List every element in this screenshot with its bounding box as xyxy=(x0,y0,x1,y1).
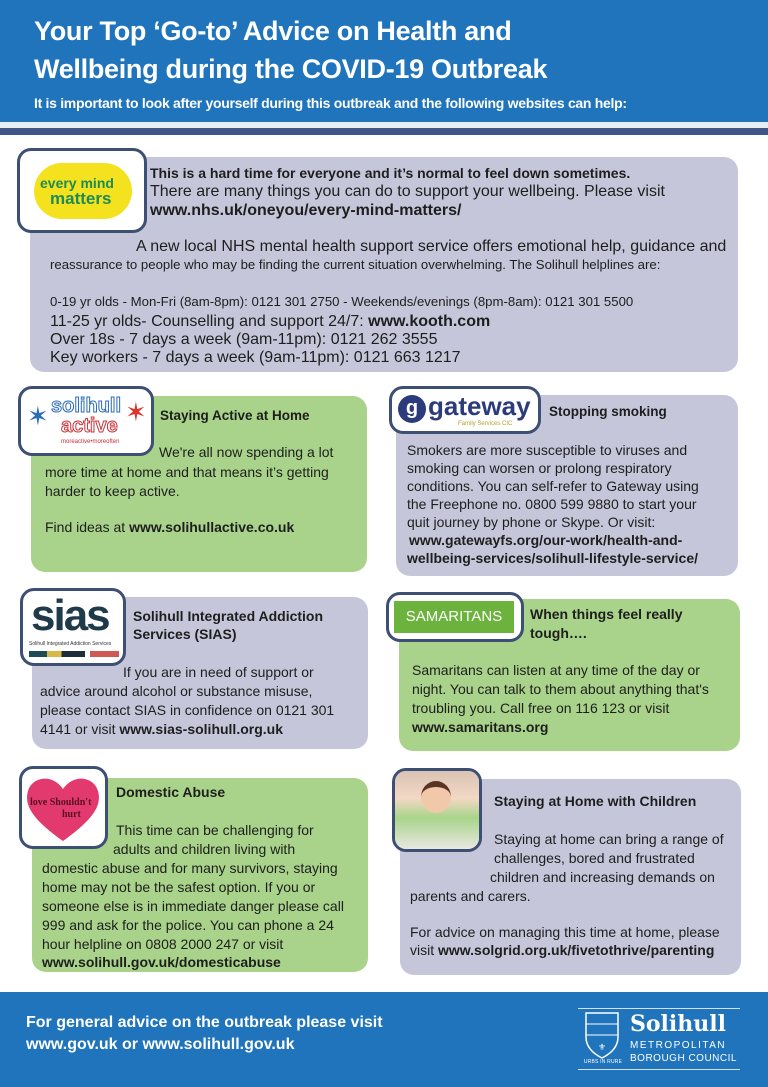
figure-icon: ✶ xyxy=(125,397,147,427)
sias-title: Services (SIAS) xyxy=(133,626,237,642)
page-subtitle: It is important to look after yourself during this outbreak and the following websites can help: xyxy=(34,95,627,111)
solihull-council-logo xyxy=(578,1008,740,1070)
samaritans-logo xyxy=(386,592,524,642)
samaritans-link[interactable]: www.samaritans.org xyxy=(412,719,549,735)
council-line: BOROUGH COUNCIL xyxy=(630,1053,737,1064)
page-footer xyxy=(0,992,768,1087)
color-stripe xyxy=(29,651,119,657)
sias-body xyxy=(40,721,283,737)
find-text: Find ideas at xyxy=(45,519,130,535)
active-body: more time at home and that means it’s getting xyxy=(45,464,329,480)
samaritans-body: night. You can talk to them about anything that's xyxy=(412,681,709,697)
sias-logo xyxy=(20,588,126,666)
children-advice: For advice on managing this time at home, please xyxy=(410,924,720,940)
children-body: challenges, bored and frustrated xyxy=(494,850,695,866)
child-face-icon xyxy=(421,781,451,813)
gateway-body: conditions. You can self-refer to Gateway using xyxy=(407,478,699,494)
logo-text: matters xyxy=(50,189,112,208)
logo-subtext: Family Services CIC xyxy=(458,421,513,427)
council-crest-icon xyxy=(580,1010,624,1062)
logo-text: love Shouldn't xyxy=(30,797,92,808)
footer-links[interactable]: www.gov.uk or www.solihull.gov.uk xyxy=(26,1036,295,1053)
logo-tagline: moreactive•moreoften xyxy=(61,439,120,445)
solihull-active-link[interactable]: www.solihullactive.co.uk xyxy=(129,519,295,535)
active-title: Staying Active at Home xyxy=(160,408,310,423)
sias-title: Solihull Integrated Addiction xyxy=(133,608,324,624)
logo-text: SAMARITANS xyxy=(394,601,514,633)
every-mind-matters-logo xyxy=(17,148,147,233)
active-find xyxy=(45,519,294,535)
mind-url-link[interactable]: www.nhs.uk/oneyou/every-mind-matters/ xyxy=(150,202,462,219)
sias-body: If you are in need of support or xyxy=(123,664,314,680)
advice-text: visit xyxy=(410,942,438,958)
gateway-body: quit journey by phone or Skype. Or visit: xyxy=(407,514,656,530)
domestic-body: adults and children living with xyxy=(113,841,296,857)
mind-paragraph: A new local NHS mental health support service offers emotional help, guidance and xyxy=(136,238,727,255)
domestic-body: This time can be challenging for xyxy=(116,822,314,838)
gateway-title: Stopping smoking xyxy=(549,404,667,419)
sias-text: 4141 or visit xyxy=(40,721,120,737)
mind-paragraph: reassurance to people who may be finding the current situation overwhelming. The Solihull helplines are: xyxy=(50,257,661,272)
crest-motto: URBS IN RURE xyxy=(583,1059,623,1065)
gateway-body: Smokers are more susceptible to viruses and xyxy=(407,442,688,458)
solihull-active-logo xyxy=(18,386,154,456)
samaritans-body: troubling you. Call free on 116 123 or visit xyxy=(412,700,670,716)
gateway-g-icon: g xyxy=(398,395,426,423)
helpline-over-18: Over 18s - 7 days a week (9am-11pm): 0121 262 3555 xyxy=(50,331,438,348)
domestic-abuse-link[interactable]: www.solihull.gov.uk/domesticabuse xyxy=(42,954,281,970)
children-title: Staying at Home with Children xyxy=(494,793,697,809)
logo-text: every mind xyxy=(40,175,114,191)
logo-text: sias xyxy=(31,591,109,640)
council-name: Solihull xyxy=(630,1011,726,1037)
footer-text: For general advice on the outbreak please visit xyxy=(26,1014,383,1031)
sias-body: please contact SIAS in confidence on 0121 301 xyxy=(40,702,335,718)
mind-headline: This is a hard time for everyone and it’s normal to feel down sometimes. xyxy=(150,165,631,181)
helpline-0-19: 0-19 yr olds - Mon-Fri (8am-8pm): 0121 301 2750 - Weekends/evenings (8pm-8am): 0121 301 5500 xyxy=(50,294,634,309)
sias-body: advice around alcohol or substance misuse, xyxy=(40,683,313,699)
logo-subtext: Solihull Integrated Addiction Services xyxy=(29,641,112,647)
gateway-body: the Freephone no. 0800 599 9880 to start your xyxy=(407,496,697,512)
divider-dark xyxy=(0,128,768,135)
helpline-text: 11-25 yr olds- Counselling and support 24/7: xyxy=(50,313,369,330)
active-body: harder to keep active. xyxy=(45,483,180,499)
active-body: We're all now spending a lot xyxy=(159,444,334,460)
kooth-link[interactable]: www.kooth.com xyxy=(368,313,491,330)
council-line: METROPOLITAN xyxy=(630,1040,727,1051)
children-body: children and increasing demands on xyxy=(490,869,715,885)
children-advice xyxy=(410,942,714,958)
logo-text: hurt xyxy=(62,809,81,820)
sias-link[interactable]: www.sias-solihull.org.uk xyxy=(119,721,283,737)
page-title-line-1: Your Top ‘Go-to’ Advice on Health and xyxy=(34,16,512,46)
domestic-body: domestic abuse and for many survivors, staying xyxy=(42,860,338,876)
logo-text: solihull xyxy=(51,395,121,417)
domestic-title: Domestic Abuse xyxy=(116,784,226,800)
samaritans-title: tough…. xyxy=(530,625,587,641)
mind-line: There are many things you can do to support your wellbeing. Please visit xyxy=(150,183,665,200)
helpline-key-workers: Key workers - 7 days a week (9am-11pm): 0121 663 1217 xyxy=(50,349,461,366)
samaritans-body: Samaritans can listen at any time of the day or xyxy=(412,662,700,678)
children-body: Staying at home can bring a range of xyxy=(494,831,724,847)
gateway-link[interactable]: www.gatewayfs.org/our-work/health-and- xyxy=(409,532,683,548)
gateway-body: smoking can worsen or prolong respiratory xyxy=(407,460,672,476)
svg-text:⚜: ⚜ xyxy=(597,1042,607,1052)
domestic-body: someone else is in immediate danger please call xyxy=(42,898,344,914)
samaritans-title: When things feel really xyxy=(530,606,683,622)
gateway-logo xyxy=(389,386,541,434)
domestic-body: home may not be the safest option. If you or xyxy=(42,879,316,895)
page-header xyxy=(0,0,768,122)
gateway-link[interactable]: wellbeing-services/solihull-lifestyle-service/ xyxy=(407,550,699,566)
children-body: parents and carers. xyxy=(410,888,531,904)
solgrid-link[interactable]: www.solgrid.org.uk/fivetothrive/parenting xyxy=(438,942,715,958)
love-shouldnt-hurt-logo xyxy=(19,766,108,849)
domestic-body: hour helpline on 0808 2000 247 or visit xyxy=(42,936,284,952)
logo-text: gateway xyxy=(428,391,531,421)
helpline-11-25 xyxy=(50,313,490,331)
page-title-line-2: Wellbeing during the COVID-19 Outbreak xyxy=(34,54,548,84)
domestic-body: 999 and ask for the police. You can phone a 24 xyxy=(42,917,334,933)
logo-text: active xyxy=(61,415,118,437)
child-photo xyxy=(392,768,482,852)
figure-icon: ✶ xyxy=(27,401,49,431)
